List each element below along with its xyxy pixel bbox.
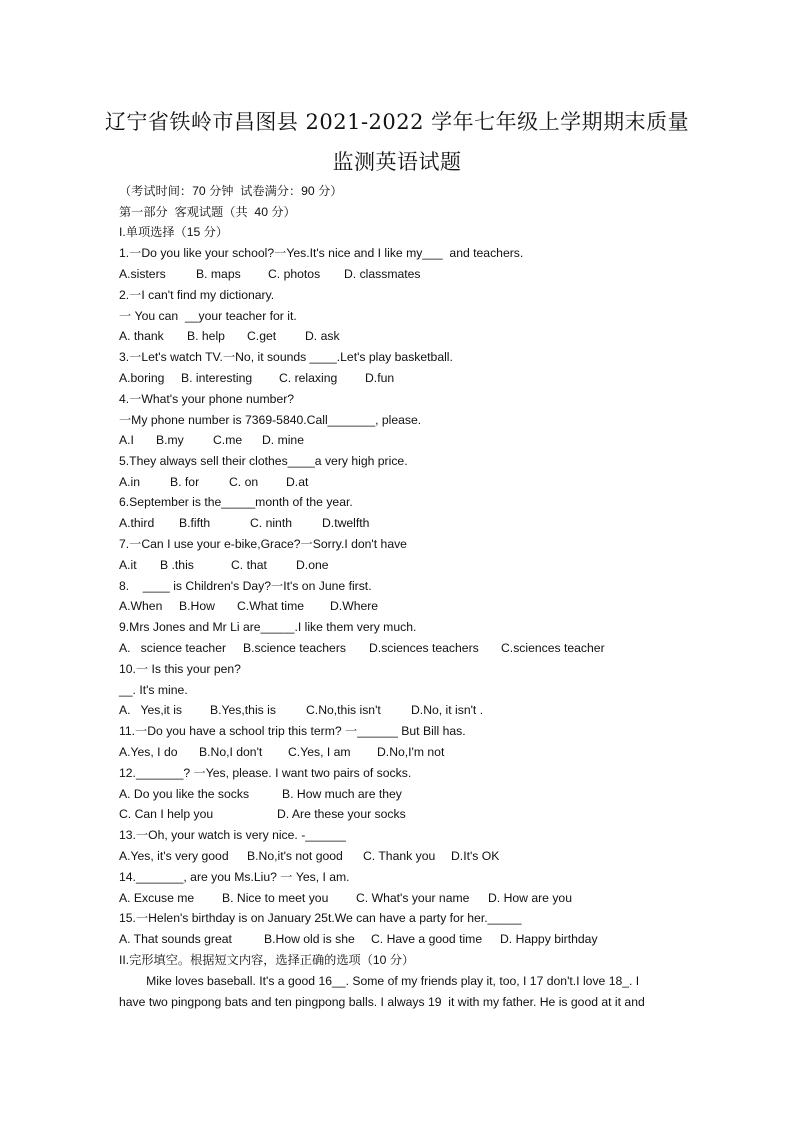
option-a: A.sisters [119,267,166,281]
question-2-reply: 一 You can __your teacher for it. [119,309,297,323]
option-b: B. help [187,329,225,343]
option-a: A.in [119,475,141,489]
option-d: D.It's OK [451,849,500,863]
option-c: C. relaxing [279,371,338,385]
option-a: A.Yes, it's very good [119,849,229,863]
option-d: D. ask [305,329,340,343]
option-b: B.fifth [179,516,211,530]
option-b: B .this [160,558,194,572]
option-d: D.one [296,558,329,572]
part1-heading: 第一部分 客观试题（共 40 分） [119,205,296,219]
question-5-stem: 5.They always sell their clothes____a very high price. [119,454,408,468]
option-c: C. ninth [250,516,293,530]
question-7-options [119,557,329,573]
question-1-stem: 1.一Do you like your school?一Yes.It's nice and I like my___ and teachers. [119,246,524,260]
question-10-reply: __. It's mine. [119,683,188,697]
option-d: D.twelfth [322,516,370,530]
exam-title-line1: 辽宁省铁岭市昌图县 2021-2022 学年七年级上学期期末质量 [104,110,690,134]
option-b: B. for [170,475,200,489]
question-11-stem: 11.一Do you have a school trip this term? 一______ But Bill has. [119,724,466,738]
question-6-options [119,515,370,531]
option-a: A. Do you like the socks [119,787,250,801]
option-b: B.my [156,433,184,447]
question-11-options [119,744,445,760]
option-a: A. That sounds great [119,932,232,946]
option-b: B. Nice to meet you [222,891,329,905]
option-d: D. classmates [344,267,421,281]
option-c: C.get [247,329,277,343]
option-c: C. Can I help you [119,807,214,821]
option-d: D.sciences teachers [369,641,479,655]
option-b: B.science teachers [243,641,346,655]
exam-title-line2: 监测英语试题 [332,150,462,174]
question-14-options [119,890,572,906]
question-15-stem: 15.一Helen's birthday is on January 25t.We can have a party for her._____ [119,911,522,925]
section1-heading: I.单项选择（15 分） [119,225,229,239]
question-12-options-row1 [119,786,402,802]
question-3-stem: 3.一Let's watch TV.一No, it sounds ____.Let's play basketball. [119,350,453,364]
question-15-options [119,931,598,947]
question-6-stem: 6.September is the_____month of the year. [119,495,353,509]
option-c: C. Thank you [363,849,436,863]
question-10-stem: 10.一 Is this your pen? [119,662,241,676]
exam-info: （考试时间：70 分钟 试卷满分：90 分） [119,184,343,198]
question-2-stem: 2.一I can't find my dictionary. [119,288,275,302]
option-c: C.No,this isn't [306,703,381,717]
option-d: D.fun [365,371,395,385]
question-2-options [119,328,340,344]
passage-line-1: Mike loves baseball. It's a good 16__. Some of my friends play it, too, I 17 don't.I love 18_. I [119,974,640,988]
question-5-options [119,474,309,490]
option-b: B.No,I don't [199,745,263,759]
question-4-options [119,432,304,448]
option-d: D.Where [330,599,379,613]
option-d: D. Happy birthday [500,932,598,946]
option-a: A. Excuse me [119,891,195,905]
question-13-options [119,848,500,864]
option-c: C. Have a good time [371,932,483,946]
question-3-options [119,370,395,386]
question-8-options [119,598,379,614]
question-10-options [119,702,484,718]
option-d: D.No,I'm not [377,745,445,759]
question-7-stem: 7.一Can I use your e-bike,Grace?一Sorry.I don't have [119,537,407,551]
option-c: C.Yes, I am [288,745,351,759]
option-d: D. How are you [488,891,572,905]
question-13-stem: 13.一Oh, your watch is very nice. -______ [119,828,346,842]
option-d: D. mine [262,433,304,447]
option-d: D.No, it isn't . [411,703,484,717]
option-c: C.me [213,433,243,447]
option-d: D.at [286,475,309,489]
option-b: B. How much are they [282,787,402,801]
question-4-reply: 一My phone number is 7369-5840.Call_______, please. [119,413,422,427]
option-c: C. that [231,558,267,572]
option-a: A.When [119,599,163,613]
question-12-stem: 12._______? 一Yes, please. I want two pairs of socks. [119,766,412,780]
option-a: A.Yes, I do [119,745,178,759]
option-c: C. What's your name [356,891,470,905]
question-4-stem: 4.一What's your phone number? [119,392,295,406]
option-a: A. Yes,it is [119,703,183,717]
option-b: B. maps [196,267,241,281]
option-a: A. thank [119,329,164,343]
question-9-stem: 9.Mrs Jones and Mr Li are_____.I like them very much. [119,620,417,634]
option-a: A.it [119,558,137,572]
section2-heading: II.完形填空。根据短文内容，选择正确的选项（10 分） [119,953,415,967]
option-d: D. Are these your socks [277,807,406,821]
question-9-options [119,640,605,656]
option-c: C.What time [237,599,305,613]
option-a: A.boring [119,371,165,385]
option-b: B.How [179,599,215,613]
option-c: C. photos [268,267,321,281]
question-1-options [119,266,421,282]
option-a: A.I [119,433,134,447]
option-c: C.sciences teacher [501,641,605,655]
question-14-stem: 14._______, are you Ms.Liu? 一 Yes, I am. [119,870,350,884]
option-a: A. science teacher [119,641,227,655]
option-a: A.third [119,516,155,530]
option-b: B.No,it's not good [247,849,343,863]
option-c: C. on [229,475,259,489]
option-b: B.How old is she [264,932,355,946]
option-b: B.Yes,this is [210,703,276,717]
passage-line-2: have two pingpong bats and ten pingpong balls. I always 19 it with my father. He is good at it and [119,995,645,1009]
option-b: B. interesting [181,371,253,385]
question-8-stem: 8. ____ is Children's Day?一It's on June first. [119,579,372,593]
question-12-options-row2 [119,806,406,822]
